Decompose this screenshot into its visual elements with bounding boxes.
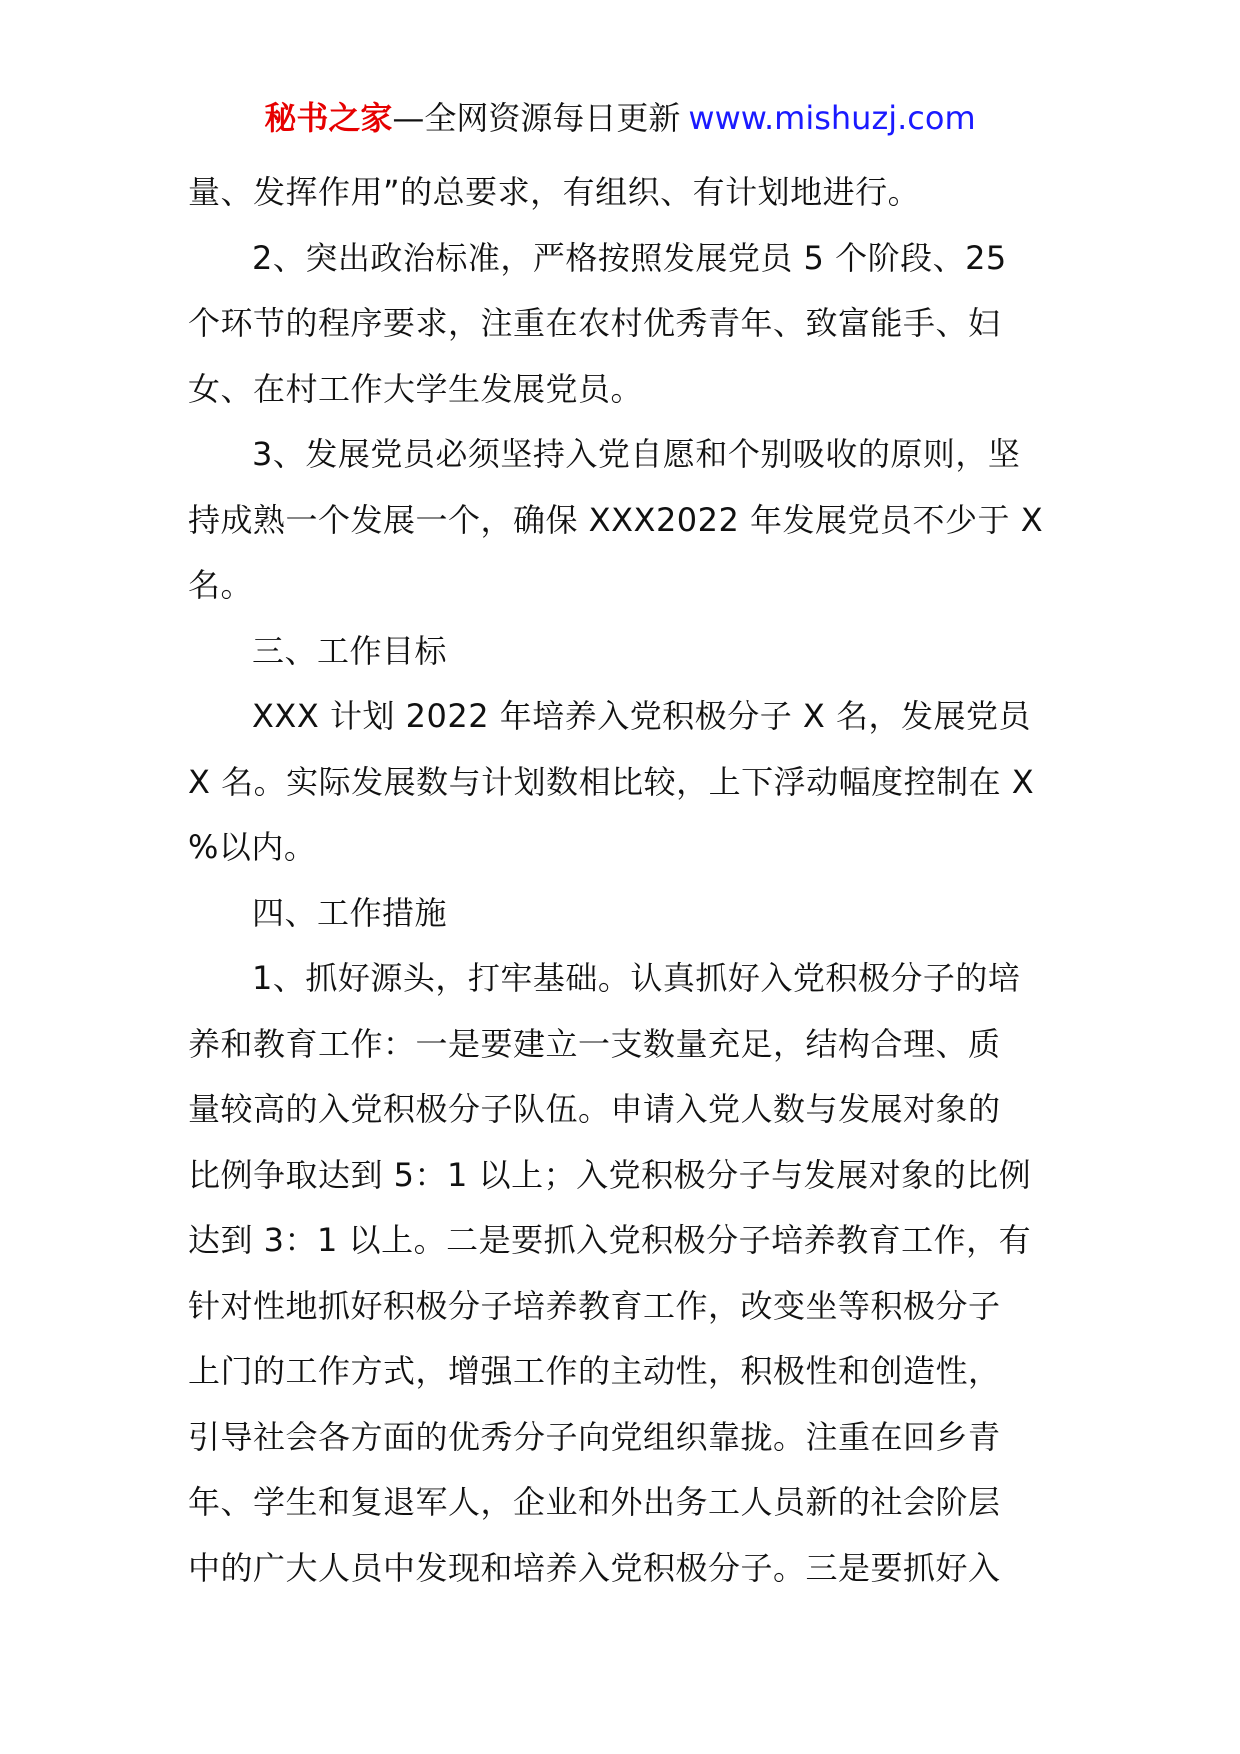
body-line: X 名。实际发展数与计划数相比较，上下浮动幅度控制在 X <box>188 762 1035 801</box>
body-line: 引导社会各方面的优秀分子向党组织靠拢。注重在回乡青 <box>188 1417 1001 1456</box>
site-url[interactable]: www.mishuzj.com <box>688 99 976 137</box>
header-tagline: —全网资源每日更新 <box>392 99 681 137</box>
document-body <box>188 160 1058 1601</box>
page-header <box>0 96 1240 140</box>
body-line: 量较高的入党积极分子队伍。申请入党人数与发展对象的 <box>188 1090 1001 1128</box>
body-line: XXX 计划 2022 年培养入党积极分子 X 名，发展党员 <box>252 697 1031 735</box>
body-line: 达到 3：1 以上。二是要抓入党积极分子培养教育工作，有 <box>188 1221 1032 1259</box>
body-line: 上门的工作方式，增强工作的主动性，积极性和创造性， <box>188 1352 1001 1390</box>
body-line: 个环节的程序要求，注重在农村优秀青年、致富能手、妇 <box>188 304 1001 342</box>
body-line: %以内。 <box>188 828 317 866</box>
body-line: 3、发展党员必须坚持入党自愿和个别吸收的原则，坚 <box>252 435 1021 473</box>
body-line: 持成熟一个发展一个，确保 XXX2022 年发展党员不少于 X <box>188 500 1044 539</box>
body-line: 量、发挥作用”的总要求，有组织、有计划地进行。 <box>188 173 921 211</box>
body-line: 名。 <box>188 566 254 604</box>
body-line: 养和教育工作：一是要建立一支数量充足，结构合理、质 <box>188 1024 1001 1063</box>
body-line: 针对性地抓好积极分子培养教育工作，改变坐等积极分子 <box>188 1286 1001 1325</box>
body-line: 2、突出政治标准，严格按照发展党员 5 个阶段、25 <box>252 238 1007 277</box>
section-heading: 三、工作目标 <box>252 631 448 670</box>
body-line: 中的广大人员中发现和培养入党积极分子。三是要抓好入 <box>188 1548 1001 1587</box>
body-line: 年、学生和复退军人，企业和外出务工人员新的社会阶层 <box>188 1483 1001 1521</box>
section-heading: 四、工作措施 <box>252 893 448 932</box>
body-line: 1、抓好源头，打牢基础。认真抓好入党积极分子的培 <box>252 959 1021 997</box>
body-line: 比例争取达到 5：1 以上；入党积极分子与发展对象的比例 <box>188 1155 1032 1194</box>
body-line: 女、在村工作大学生发展党员。 <box>188 369 644 408</box>
brand-name: 秘书之家 <box>264 99 393 137</box>
